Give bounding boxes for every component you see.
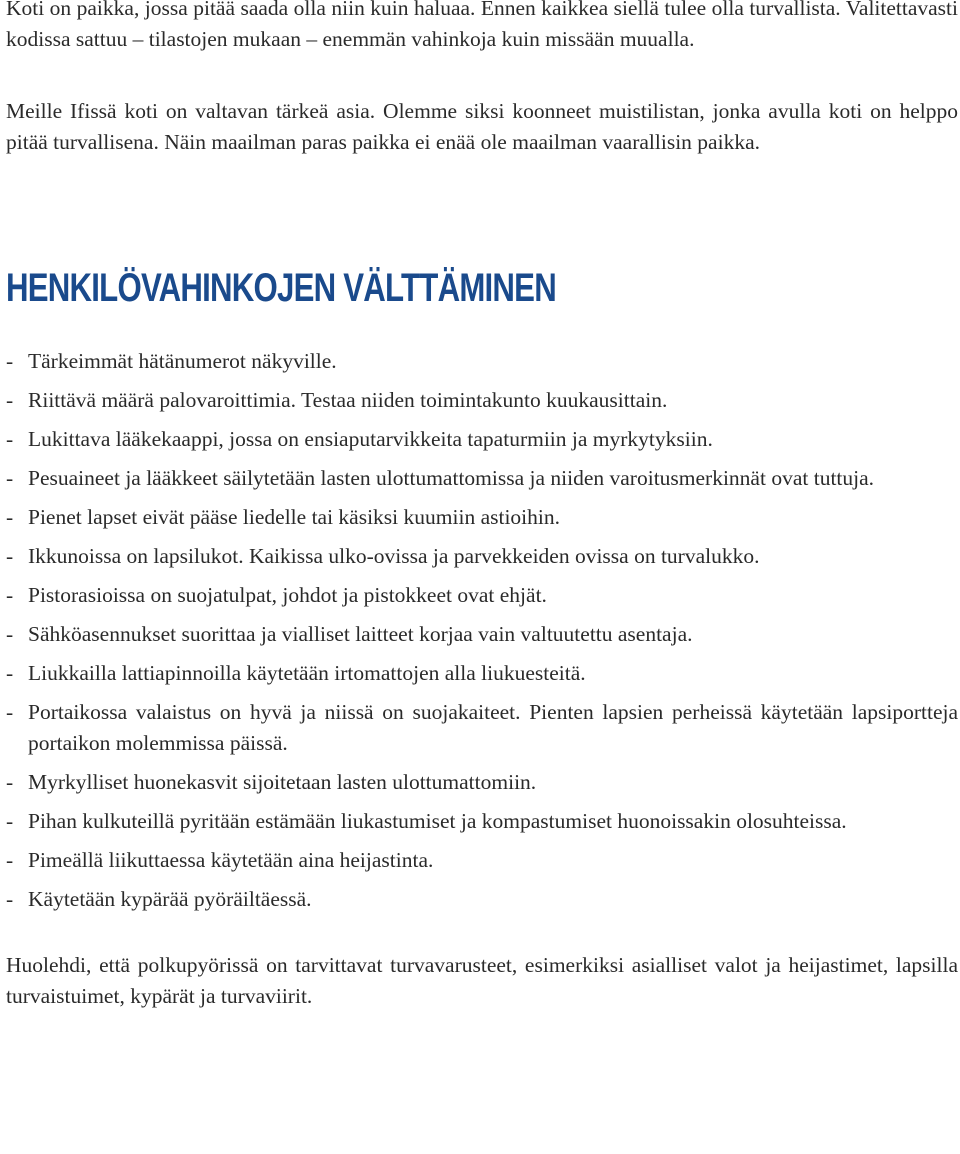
- outro-paragraph: Huolehdi, että polkupyörissä on tarvittavat turvavarusteet, esimerkiksi asialliset valot ja heijastimet, lapsilla turvaistuimet, kypärät ja turvaviirit.: [6, 953, 958, 1008]
- list-item-text: Ikkunoissa on lapsilukot. Kaikissa ulko-ovissa ja parvekkeiden ovissa on turvalukko.: [28, 544, 760, 568]
- list-bullet: -: [6, 770, 14, 794]
- list-item: [6, 580, 958, 611]
- list-bullet: -: [6, 809, 14, 833]
- list-item-text: Myrkylliset huonekasvit sijoitetaan lasten ulottumattomiin.: [28, 770, 537, 794]
- list-item: [6, 385, 958, 416]
- list-bullet: -: [6, 622, 14, 646]
- list-item-text: Tärkeimmät hätänumerot näkyville.: [28, 349, 337, 373]
- list-item-text: Riittävä määrä palovaroittimia. Testaa niiden toimintakunto kuukausittain.: [28, 388, 668, 412]
- list-item: [6, 424, 958, 455]
- list-item-text: Käytetään kypärää pyöräiltäessä.: [28, 887, 312, 911]
- list-item: [6, 806, 958, 837]
- list-bullet: -: [6, 505, 14, 529]
- list-bullet: -: [6, 388, 14, 412]
- list-item-text: Pihan kulkuteillä pyritään estämään liukastumiset ja kompastumiset huonoissakin olosuhteissa.: [28, 809, 847, 833]
- list-bullet: -: [6, 583, 14, 607]
- intro-paragraph-2: Meille Ifissä koti on valtavan tärkeä asia. Olemme siksi koonneet muistilistan, jonka avulla koti on helppo pitää turvallisena. Näin maailman paras paikka ei enää ole maailman vaarallisin paikka.: [6, 99, 958, 154]
- list-item: [6, 619, 958, 650]
- list-item: [6, 845, 958, 876]
- list-bullet: -: [6, 466, 14, 490]
- list-item-text: Portaikossa valaistus on hyvä ja niissä on suojakaiteet. Pienten lapsien perheissä käytetään lapsiportteja portaikon molemmissa päissä.: [28, 700, 958, 755]
- list-bullet: -: [6, 700, 14, 724]
- list-item: [6, 697, 958, 759]
- list-bullet: -: [6, 544, 14, 568]
- list-bullet: -: [6, 427, 14, 451]
- list-item: [6, 502, 958, 533]
- list-item-text: Liukkailla lattiapinnoilla käytetään irtomattojen alla liukuesteitä.: [28, 661, 586, 685]
- list-item-text: Sähköasennukset suorittaa ja vialliset laitteet korjaa vain valtuutettu asentaja.: [28, 622, 693, 646]
- list-item-text: Pesuaineet ja lääkkeet säilytetään lasten ulottumattomissa ja niiden varoitusmerkinnät ovat tuttuja.: [28, 466, 875, 490]
- list-bullet: -: [6, 848, 14, 872]
- document-page: [6, 0, 958, 1012]
- list-item-text: Pimeällä liikuttaessa käytetään aina heijastinta.: [28, 848, 434, 872]
- list-bullet: -: [6, 887, 14, 911]
- list-item-text: Pienet lapset eivät pääse liedelle tai käsiksi kuumiin astioihin.: [28, 505, 560, 529]
- list-item: [6, 346, 958, 377]
- list-item: [6, 658, 958, 689]
- list-item: [6, 767, 958, 798]
- intro-paragraph-1: Koti on paikka, jossa pitää saada olla niin kuin haluaa. Ennen kaikkea siellä tulee olla turvallista. Valitettavasti kodissa sattuu – tilastojen mukaan – enemmän vahinkoja kuin missään muualla.: [6, 0, 958, 51]
- safety-tips-list: [6, 346, 958, 915]
- list-item: [6, 541, 958, 572]
- list-item: [6, 884, 958, 915]
- list-item-text: Pistorasioissa on suojatulpat, johdot ja pistokkeet ovat ehjät.: [28, 583, 547, 607]
- list-item: [6, 463, 958, 494]
- list-bullet: -: [6, 661, 14, 685]
- list-item-text: Lukittava lääkekaappi, jossa on ensiaputarvikkeita tapaturmiin ja myrkytyksiin.: [28, 427, 713, 451]
- list-bullet: -: [6, 349, 14, 373]
- section-heading: HENKILÖVAHINKOJEN VÄLTTÄMINEN: [6, 266, 556, 310]
